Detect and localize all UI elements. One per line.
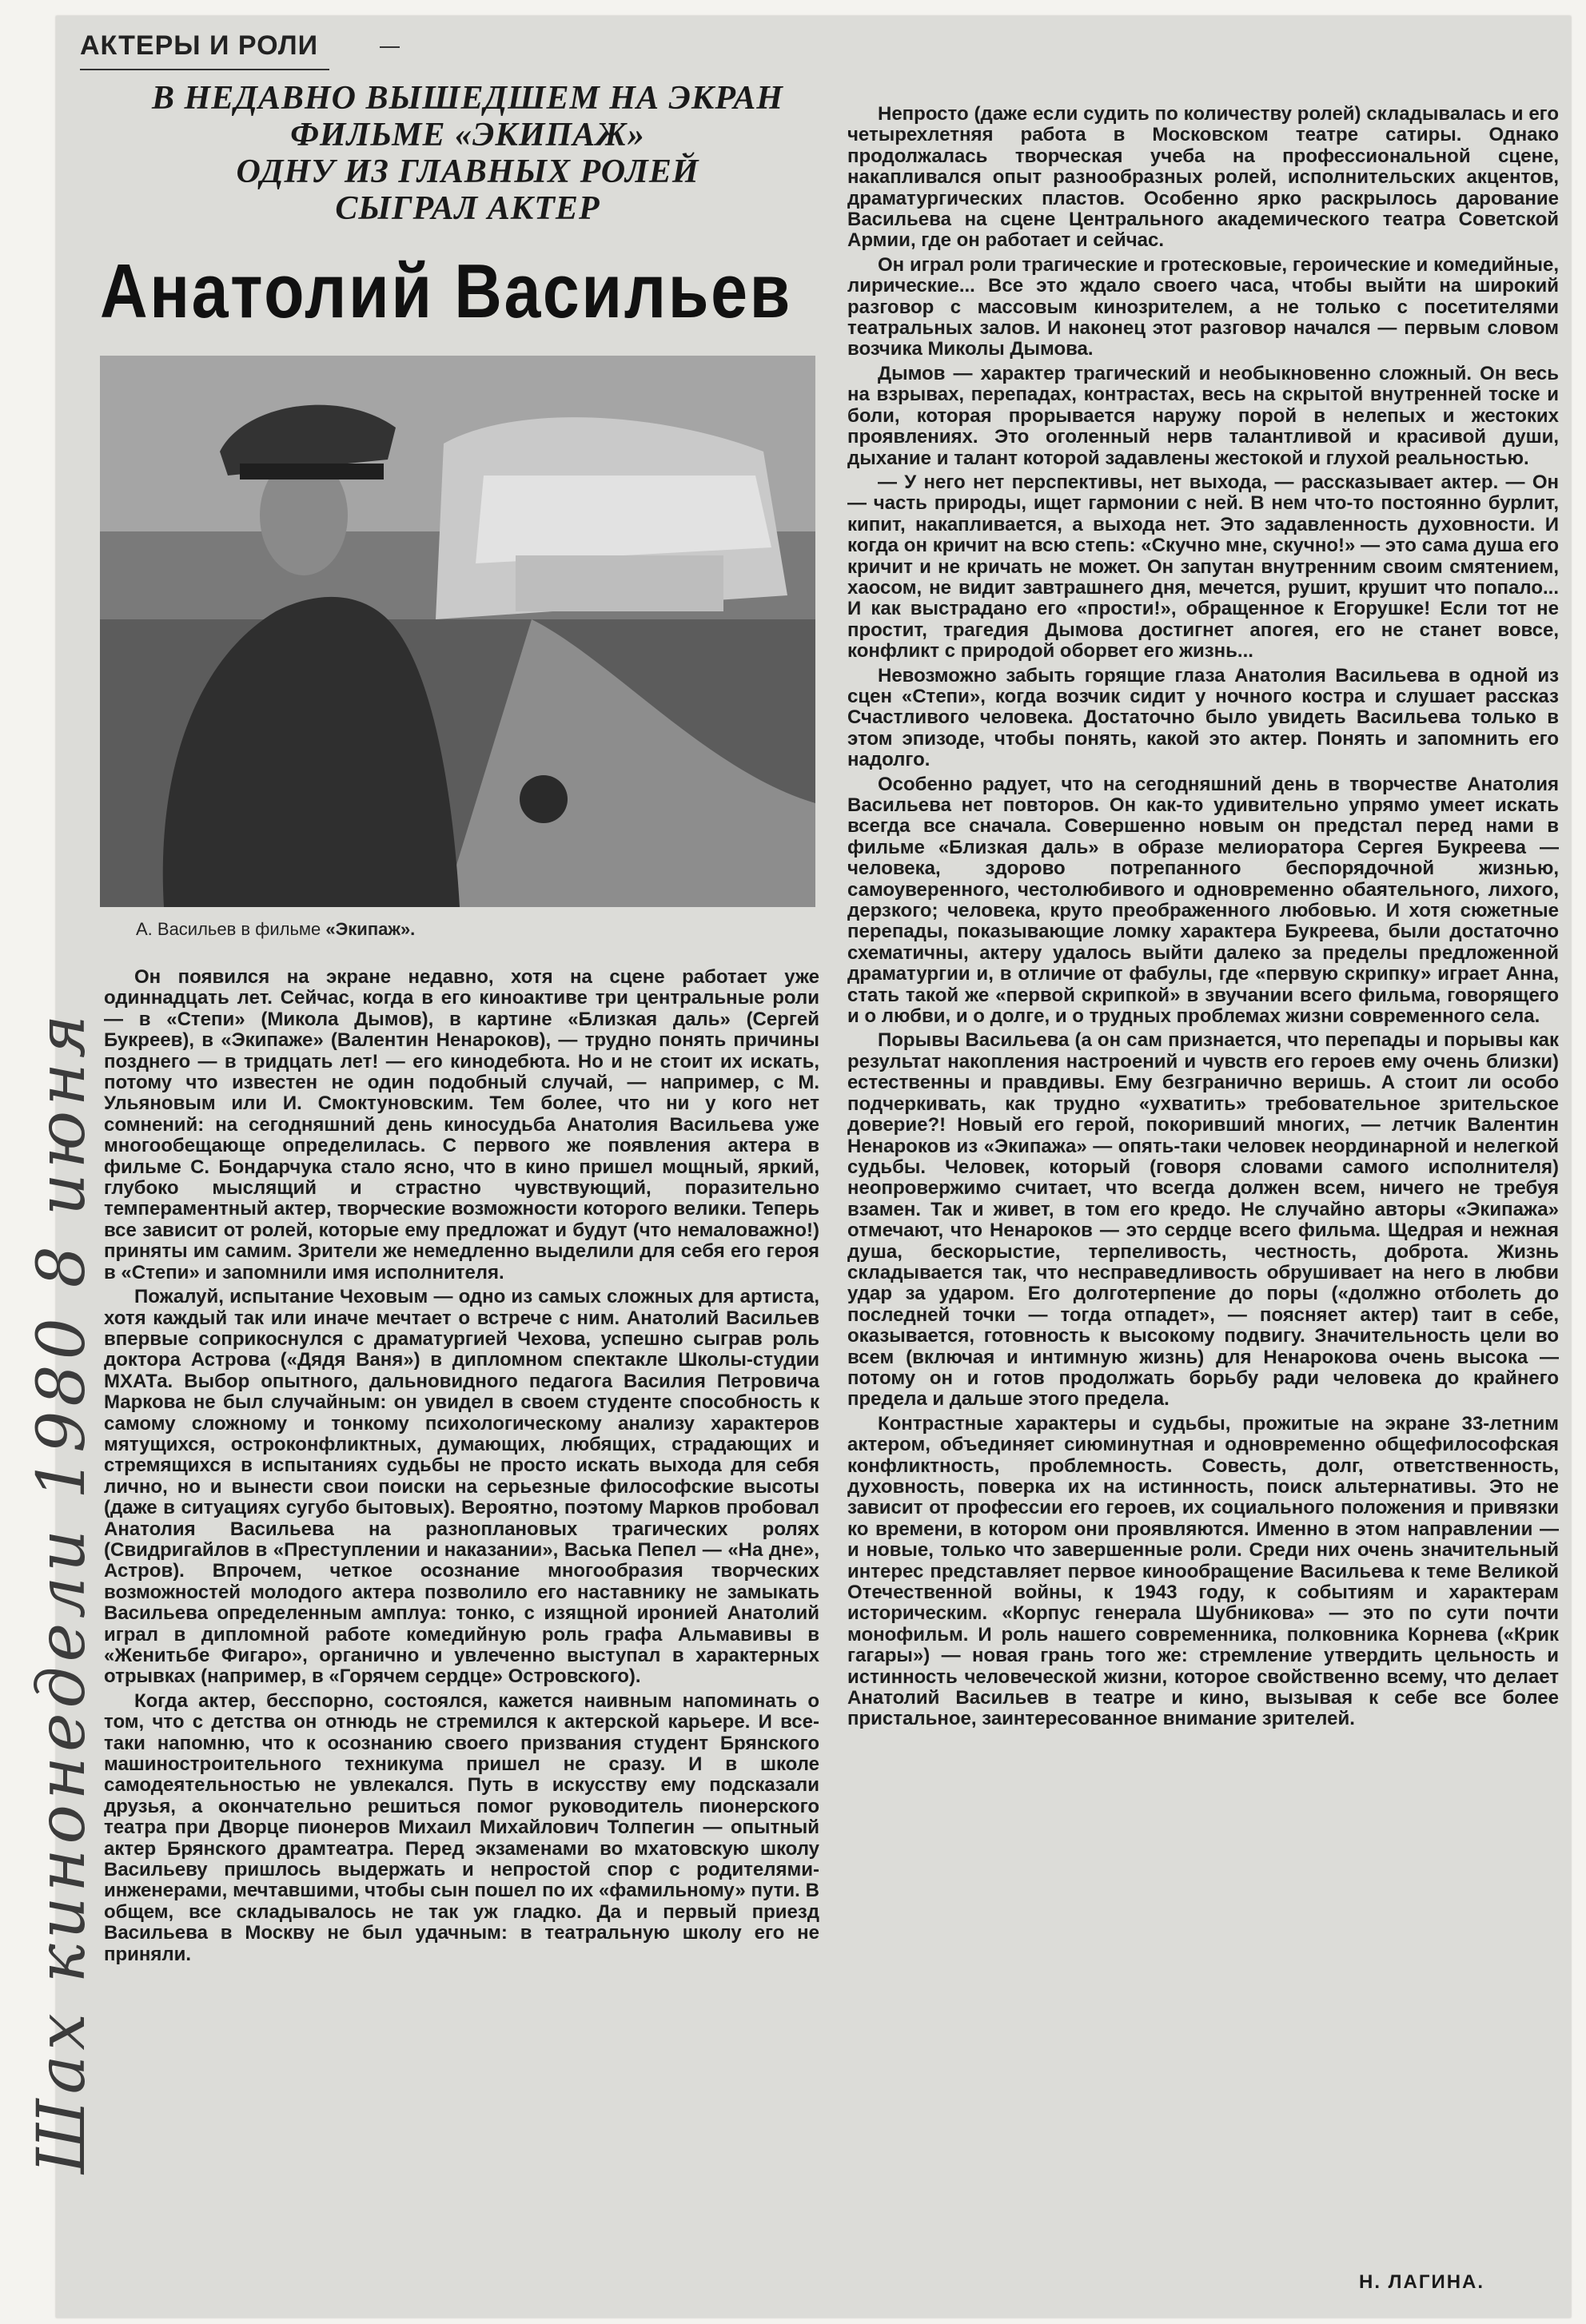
paragraph: Дымов — характер трагический и необыкновенно сложный. Он весь на взрывах, перепадах, контрастах, весь на скрытой внутренней тоске и боли, которая прорывается наружу порой в нелепых и жестоких проявлениях. Это оголенный нерв талантливой и красивой души, дыхание и талант которой задавлены жестокой и глухой реальностью. — [847, 362, 1559, 469]
photo-illustration — [100, 356, 815, 907]
handwritten-note: Шах кинонедели 1980 8 июня — [24, 1009, 100, 2174]
paragraph: Особенно радует, что на сегодняшний день в творчестве Анатолия Васильева нет повторов. Он как-то удивительно упрямо умеет искать всегда все сначала. Совершенно новым он предстал перед нами в фильме «Близкая даль» в образе мелиоратора Сергея Букреева — человека, здорово потрепанного беспорядочной жизнью, самоуверенного, честолюбивого и одновременно обаятельного, лихого, дерзкого; человека, круто преображенного любовью. И хотя сюжетные перепады, показывающие ломку характера Букреева, были достаточно схематичны, актеру удалось выйти далеко за пределы предложенной драматургии и, в отличие от фабулы, где «первую скрипку» играет Анна, стать такой же «первой скрипкой» в звучании всего фильма, говорящего и о любви, и о долге, и о трудных проблемах жизни современного села. — [847, 773, 1559, 1028]
paragraph: — У него нет перспективы, нет выхода, — рассказывает актер. — Он — часть природы, ищет гармонии с ней. В нем что-то постоянно бурлит, кипит, накапливается, а выхода нет. Это задавленность духовности. И когда он кричит на всю степь: «Скучно мне, скучно!» — это сама душа его кричит и не кричать не может. Он запутан внутренним своим смятением, хаосом, не видит завтрашнего дня, мечется, рушит, крушит что попало... И как выстрадано его «прости!», обращенное к Егорушке! Если тот не простит, трагедия Дымова достигнет апогея, его не станет вовсе, конфликт с природой оборвет его жизнь... — [847, 471, 1559, 663]
caption-text: А. Васильев в фильме — [136, 919, 326, 939]
lead-line: ФИЛЬМЕ «ЭКИПАЖ» — [290, 117, 645, 153]
paragraph: Непросто (даже если судить по количеству ролей) складывалась и его четырехлетняя работа в Московском театре сатиры. Однако продолжалась творческая учеба на профессиональной сцене, накапливался опыт разнообразных ролей, исполнительских акцентов, драматургических пластов. Особенно ярко раскрылось дарование Васильева на сцене Центрального академического театра Советской Армии, где он работает и сейчас. — [847, 103, 1559, 252]
article-title: Анатолий Васильев — [100, 249, 792, 334]
author-signature: Н. ЛАГИНА. — [1359, 2271, 1485, 2293]
paragraph: Контрастные характеры и судьбы, прожитые на экране 33-летним актером, объединяет сиюминутная и одновременно общефилософская конфликтность, проблемность. Совесть, долг, ответственность, духовность, поверка их на истинность, поиск альтернативы. Это не зависит от профессии его героев, их социального положения и привязки ко времени, в котором они проявляются. Именно в этом направлении — и новые, только что завершенные роли. Среди них очень значительный интерес представляет первое кинообращение Васильева к теме Великой Отечественной войны, к 1943 году, к событиям и характерам историческим. «Корпус генерала Шубникова» — это по сути почти монофильм. И роль нашего современника, полковника Корнева («Крик гагары») — новая грань того же: стремление утвердить цельность и истинность человеческой жизни, которое свойственно всему, что делает Анатолий Васильев в театре и кино, вызывая к себе все более пристальное, заинтересованное внимание зрителей. — [847, 1412, 1559, 1730]
right-column — [847, 104, 1559, 1733]
lead-line: СЫГРАЛ АКТЕР — [335, 190, 600, 227]
caption-film: «Экипаж». — [325, 919, 416, 939]
paragraph: Порывы Васильева (а он сам признается, что перепады и порывы как результат накопления настроений и чувств его героев ему очень близки) естественны и правдивы. Ему безгранично веришь. А стоит ли особо подчеркивать, как трудно «ухватить» требовательное зрительское доверие?! Новый его герой, покоривший многих, — летчик Валентин Ненароков из «Экипажа» — опять-таки человек неординарной и нелегкой судьбы. Человек, который (говоря словами самого исполнителя) неопровержимо считает, что всегда должен всем, ничего не требуя взамен. Так и живет, в том его кредо. Не случайно авторы «Экипажа» отмечают, что Ненароков — это сердце всего фильма. Щедрая и нежная душа, бескорыстие, терпеливость, честность, доброта. Жизнь складывается так, что несправедливость обрушивает на него в любви удар за ударом. Его долготерпение до поры («должно отболеть до последней точки — тогда отпадет», — поясняет актер) таит в себе, оказывается, готовность к высокому подвигу. Значительность цели во всем (включая и интимную жизнь) для Ненарокова очень высока — потому он и готов продолжать борьбу ради человека до крайнего предела и дальше этого предела. — [847, 1029, 1559, 1411]
paragraph: Пожалуй, испытание Чеховым — одно из самых сложных для артиста, хотя каждый так или иначе мечтает о встрече с ним. Анатолий Васильев впервые соприкоснулся с драматургией Чехова, успешно сыграв роль доктора Астрова («Дядя Ваня») в дипломном спектакле Школы-студии МХАТа. Выбор опытного, дальновидного педагога Василия Петровича Маркова не был случайным: он увидел в своем студенте способность к самому сложному и тонкому психологическому анализу характеров мятущихся, остроконфликтных, думающих, любящих, страдающих и стремящихся в испытаниях судьбы не просто искать выхода для себя лично, но и вынести свои поиски на серьезные философские высоты (даже в ситуациях сугубо бытовых). Вероятно, поэтому Марков пробовал Анатолия Васильева на разноплановых трагических ролях (Свидригайлов в «Преступлении и наказании», Васька Пепел — «На дне», Астров). Впрочем, четкое осознание многообразия творческих возможностей молодого актера позволило его наставнику не замыкать Васильева определенным амплуа: тонко, с изящной иронией Анатолий играл в дипломной работе комедийную роль графа Альмавивы в «Женитьбе Фигаро», органично и увлеченно выступал в характерных отрывках (например, в «Горячем сердце» Островского). — [104, 1286, 819, 1688]
rubric-heading: АКТЕРЫ И РОЛИ — [80, 30, 329, 70]
photo-caption — [136, 919, 815, 940]
paragraph: Он играл роли трагические и гротесковые, героические и комедийные, лирические... Все это ждало своего часа, чтобы выйти на широкий разговор с массовым кинозрителем, а не только с посетителями театральных залов. И наконец этот разговор начался — первым словом возчика Миколы Дымова. — [847, 253, 1559, 360]
lead-line: В НЕДАВНО ВЫШЕДШЕМ НА ЭКРАН — [152, 80, 783, 117]
left-column — [104, 967, 819, 1968]
lead-line: ОДНУ ИЗ ГЛАВНЫХ РОЛЕЙ — [236, 153, 699, 190]
actor-photo — [100, 356, 815, 907]
paragraph: Невозможно забыть горящие глаза Анатолия Васильева в одной из сцен «Степи», когда возчик сидит у ночного костра и слушает рассказ Счастливого человека. Достаточно было увидеть Васильева только в этом эпизоде, чтобы понять, какой это актер. Понять и запомнить его надолго. — [847, 664, 1559, 771]
paragraph: Когда актер, бесспорно, состоялся, кажется наивным напоминать о том, что с детства он отнюдь не стремился к актерской карьере. И все-таки напомню, что к осознанию своего призвания студент Брянского машиностроительного техникума пришел не сразу. И в школе самодеятельностью не увлекался. Путь в искусству ему подсказали друзья, а окончательно решиться помог руководитель пионерского театра при Дворце пионеров Михаил Михайлович Толпегин — опытный актер Брянского драмтеатра. Перед экзаменами во мхатовскую школу Васильеву пришлось выдержать и непростой спор с родителями-инженерами, мечтавшими, чтобы сын пошел по их «фамильному» пути. В общем, все складывалось не так уж гладко. Да и первый приезд Васильева в Москву не был удачным: в театральную школу его не приняли. — [104, 1689, 819, 1965]
paragraph: Он появился на экране недавно, хотя на сцене работает уже одиннадцать лет. Сейчас, когда в его киноактиве три центральные роли — в «Степи» (Микола Дымов), в картине «Близкая даль» (Сергей Букреев), в «Экипаже» (Валентин Ненароков), — трудно понять причины позднего — в тридцать лет! — его кинодебюта. Но и не стоит их искать, потому что известен не один подобный случай, — например, с М. Ульяновым или И. Смоктуновским. Тем более, что ни у кого нет сомнений: на сегодняшний день киносудьба Анатолия Васильева уже многообещающе определилась. С первого же появления актера в фильме С. Бондарчука стало ясно, что в кино пришел мощный, яркий, глубоко мыслящий и страстно чувствующий, поразительно темпераментный актер, творческие возможности которого велики. Теперь все зависит от ролей, которые ему предложат и будут (что немаловажно!) приняты им самим. Зрители же немедленно выделили для себя его героя в «Степи» и запомнили имя исполнителя. — [104, 966, 819, 1283]
lead-text — [104, 80, 831, 227]
rubric-rule — [380, 46, 400, 48]
